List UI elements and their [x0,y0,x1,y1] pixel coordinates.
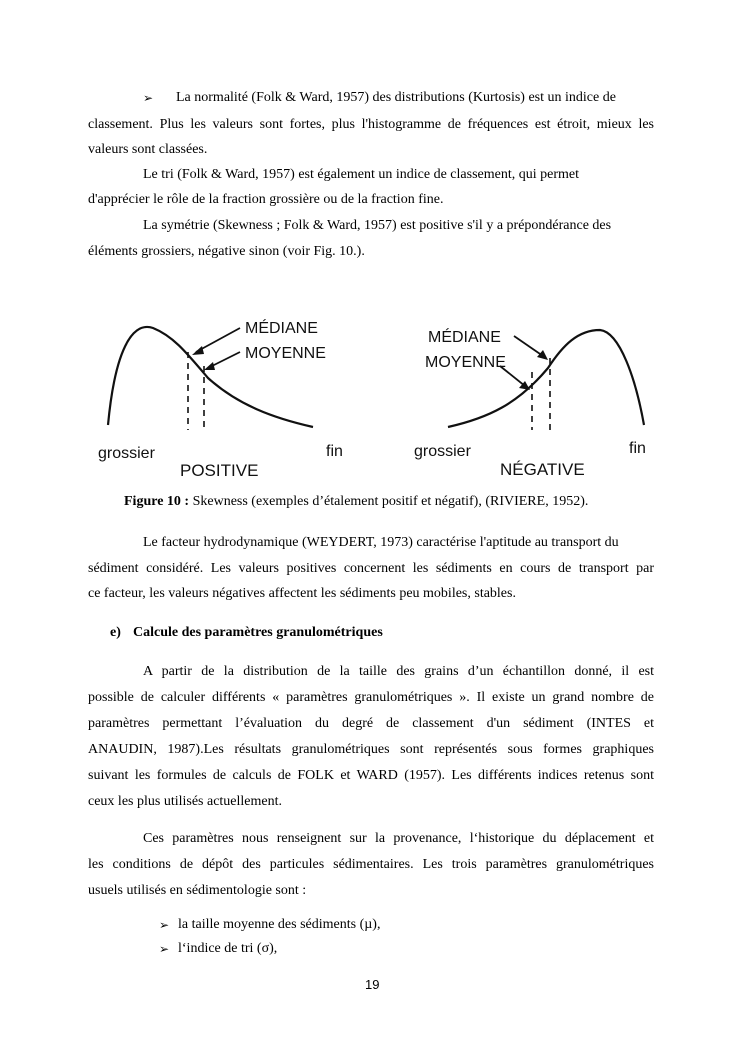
positive-median-pointer [196,328,240,352]
paragraph-4-line-2: sédiment considéré. Les valeurs positives concernent les sédiments en cours de transport par [88,561,654,576]
list-item: la taille moyenne des sédiments (µ), [178,917,381,932]
figure-caption-label: Figure 10 : [124,494,190,509]
negative-fine-label: fin [629,440,646,457]
paragraph-5-line-6: ceux les plus utilisés actuellement. [88,794,283,809]
section-e-title: Calcule des paramètres granulométriques [133,625,383,640]
page-number: 19 [365,977,380,992]
negative-mean-label: MOYENNE [425,354,506,371]
negative-caption: NÉGATIVE [500,460,585,479]
skewness-figure [88,300,668,490]
paragraph-5-line-2: possible de calculer différents « paramètres granulométriques ». Il existe un grand nombre de [88,690,654,705]
negative-median-arrowhead [537,350,548,360]
paragraph-5-line-5: suivant les formules de calculs de FOLK et WARD (1957). Les différents indices retenus sont [88,768,654,783]
section-e-marker: e) [110,625,121,640]
paragraph-1-line-1: La normalité (Folk & Ward, 1957) des distributions (Kurtosis) est un indice de [176,90,616,105]
positive-caption: POSITIVE [180,461,259,480]
paragraph-5-line-3: paramètres permettant l’évaluation du degré de classement d'un sédiment (INTES et [88,716,654,731]
paragraph-5-line-4: ANAUDIN, 1987).Les résultats granulométriques sont représentés sous formes graphiques [88,742,654,757]
paragraph-2-line-2: d'apprécier le rôle de la fraction grossière ou de la fraction fine. [88,192,444,207]
positive-mean-arrowhead [204,362,215,370]
paragraph-4-line-3: ce facteur, les valeurs négatives affectent les sédiments peu mobiles, stables. [88,586,516,601]
bullet-arrow-icon: ➢ [159,918,170,932]
figure-caption [124,493,588,510]
positive-coarse-label: grossier [98,445,155,462]
negative-skew-panel [414,327,646,479]
negative-median-label: MÉDIANE [428,329,501,346]
paragraph-2-line-1: Le tri (Folk & Ward, 1957) est également un indice de classement, qui permet [143,167,579,182]
figure-caption-text: Skewness (exemples d’étalement positif et négatif), (RIVIERE, 1952). [189,494,589,509]
positive-fine-label: fin [326,443,343,460]
paragraph-4-line-1: Le facteur hydrodynamique (WEYDERT, 1973) caractérise l'aptitude au transport du [143,535,619,550]
paragraph-5-line-1: A partir de la distribution de la taille des grains d’un échantillon donné, il est [143,664,654,679]
paragraph-3-line-2: éléments grossiers, négative sinon (voir Fig. 10.). [88,244,365,259]
positive-median-label: MÉDIANE [245,320,318,337]
paragraph-6-line-3: usuels utilisés en sédimentologie sont : [88,883,307,898]
paragraph-1-line-2: classement. Plus les valeurs sont fortes, plus l'histogramme de fréquences est étroit, mieux les [88,117,654,132]
negative-coarse-label: grossier [414,443,471,460]
paragraph-6-line-2: les conditions de dépôt des particules sédimentaires. Les trois paramètres granulométriques [88,857,654,872]
paragraph-6-line-1: Ces paramètres nous renseignent sur la provenance, l‘historique du déplacement et [143,831,654,846]
paragraph-3-line-1: La symétrie (Skewness ; Folk & Ward, 1957) est positive s'il y a prépondérance des [143,218,612,233]
bullet-arrow-icon: ➢ [143,91,154,105]
positive-skew-panel [98,318,343,480]
positive-distribution-curve [108,327,313,427]
paragraph-1-line-3: valeurs sont classées. [88,142,208,157]
list-item: l‘indice de tri (σ), [178,941,278,956]
positive-median-arrowhead [192,346,204,355]
bullet-arrow-icon: ➢ [159,942,170,956]
negative-median-pointer [514,336,543,356]
positive-mean-label: MOYENNE [245,345,326,362]
